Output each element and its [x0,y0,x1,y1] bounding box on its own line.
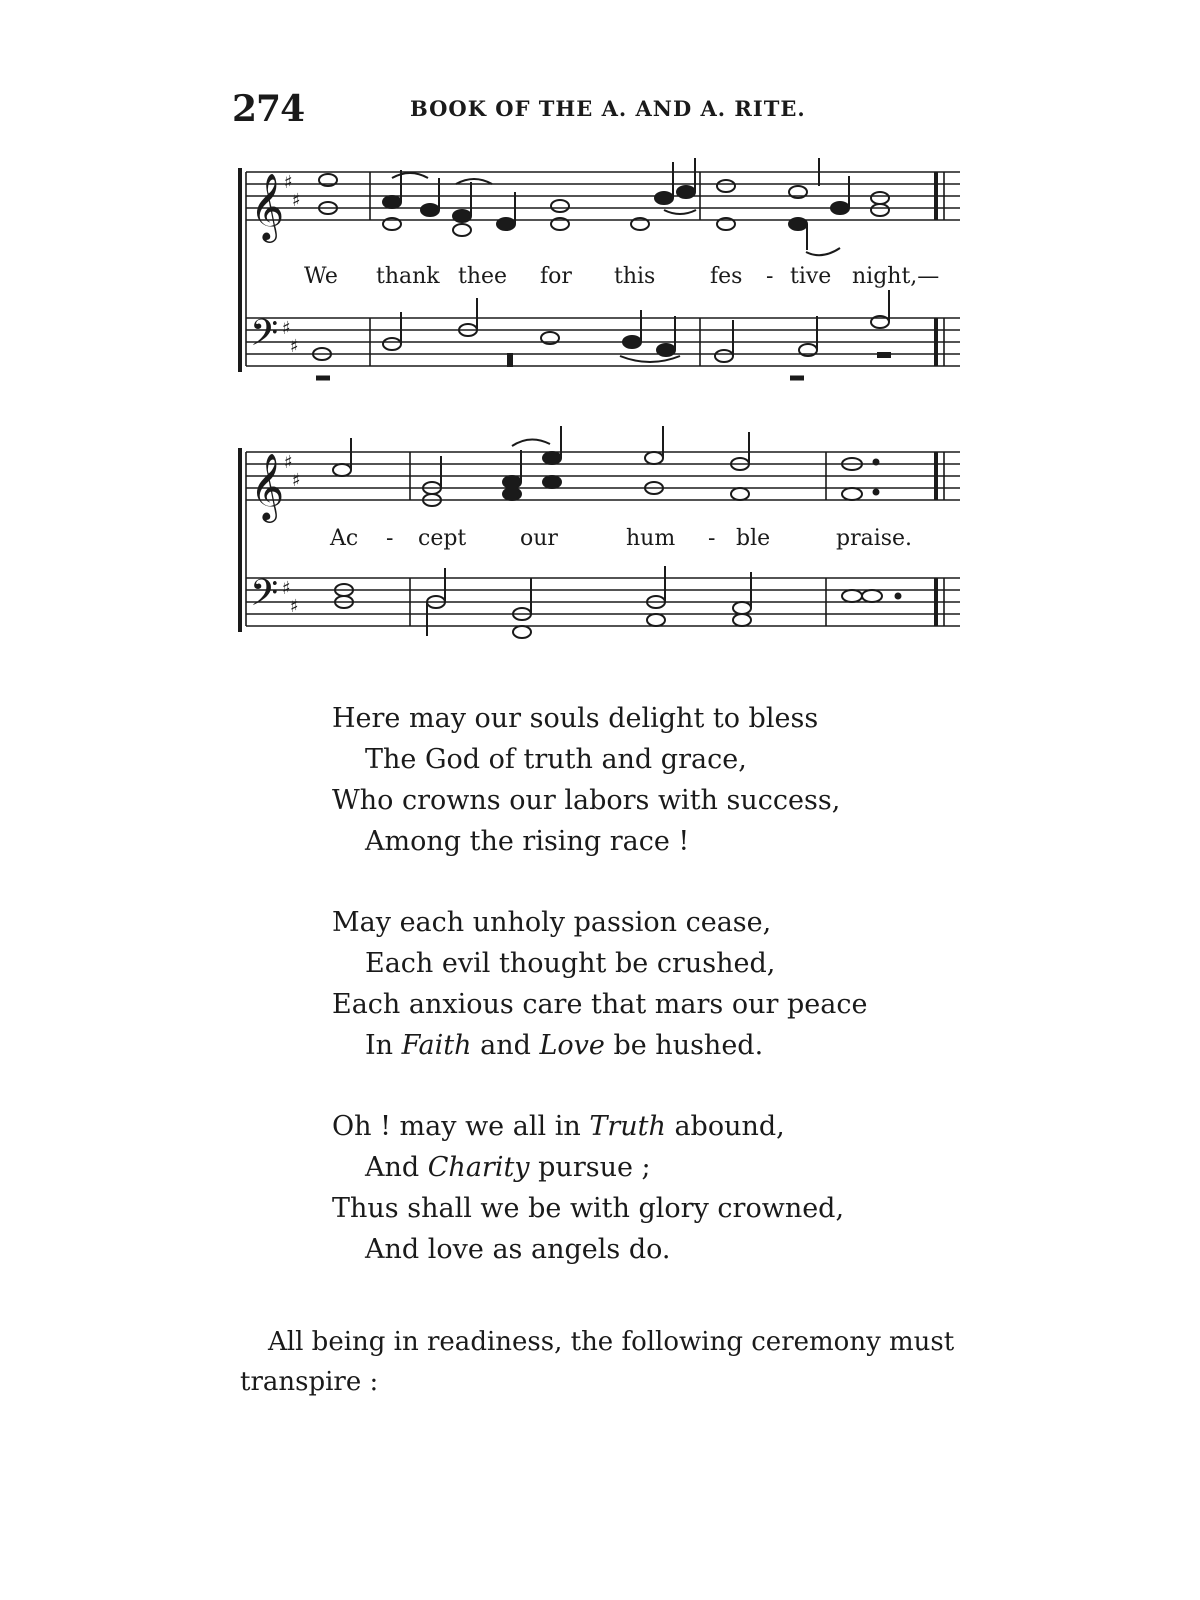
lyric-hyphen: - [766,264,774,289]
paragraph-line: All being in readiness, the following ceremony must [268,1327,955,1357]
lyric-syllable: praise. [836,526,913,551]
stanza [332,902,972,1066]
italic-word: Truth [589,1111,666,1142]
sharp-icon: ♯ [290,336,299,357]
italic-word: Love [539,1030,605,1061]
page-number: 274 [232,88,305,130]
verse-text: and [471,1030,540,1061]
lyric-syllable: this [614,264,656,289]
lyric-syllable: our [520,526,558,551]
verse-line: The God of truth and grace, [365,744,747,775]
verse-text: And [365,1152,428,1183]
lyric-hyphen: - [386,526,394,551]
running-title: BOOK OF THE A. AND A. RITE. [410,96,806,121]
italic-word: Charity [427,1152,530,1183]
lyric-syllable: We [304,264,338,289]
lyric-syllable: ble [736,526,771,551]
stanza [332,698,972,862]
system1-treble-staff [246,172,960,220]
treble-clef-icon: 𝄞 [250,172,285,240]
verse-line [332,1106,972,1147]
verse-text: In [365,1030,402,1061]
lyric-syllable: hum [626,526,676,551]
sharp-icon: ♯ [284,452,293,473]
verse-line: Here may our souls delight to bless [332,703,819,734]
lyric-syllable: for [540,264,572,289]
verse-text: abound, [665,1111,785,1142]
sharp-icon: ♯ [290,596,299,617]
sharp-icon: ♯ [292,470,301,491]
bass-clef-icon: 𝄢 [250,312,279,363]
sharp-icon: ♯ [282,318,291,339]
closing-paragraph [240,1322,1000,1402]
italic-word: Faith [401,1030,472,1061]
sharp-icon: ♯ [284,172,293,193]
lyric-syllable: thank [376,264,440,289]
verse-line: And love as angels do. [365,1234,671,1265]
verse-line [332,1147,972,1188]
bass-clef-icon: 𝄢 [250,572,279,623]
music-score [0,0,1200,680]
lyric-syllable: Ac [330,526,359,551]
lyric-syllable: cept [418,526,467,551]
verse-line: Each anxious care that mars our peace [332,989,868,1020]
lyric-syllable: night,— [852,264,940,289]
sharp-icon: ♯ [292,190,301,211]
stanza [332,1106,972,1270]
verse-line [332,1025,972,1066]
sharp-icon: ♯ [282,578,291,599]
treble-clef-icon: 𝄞 [250,452,285,520]
hymn-verses [332,698,972,1310]
verse-line: Who crowns our labors with success, [332,785,841,816]
lyric-syllable: thee [458,264,508,289]
verse-line: Among the rising race ! [365,826,690,857]
verse-line: Each evil thought be crushed, [365,948,776,979]
verse-text: be hushed. [604,1030,764,1061]
system1-bass-staff [246,318,960,366]
verse-line: May each unholy passion cease, [332,907,772,938]
lyric-hyphen: - [708,526,716,551]
verse-text: Oh ! may we all in [332,1111,590,1142]
system2-treble-staff [246,452,960,500]
verse-text: pursue ; [529,1152,651,1183]
verse-line: Thus shall we be with glory crowned, [332,1193,845,1224]
lyric-syllable: fes [710,264,743,289]
lyric-syllable: tive [790,264,832,289]
paragraph-line: transpire : [240,1367,379,1397]
